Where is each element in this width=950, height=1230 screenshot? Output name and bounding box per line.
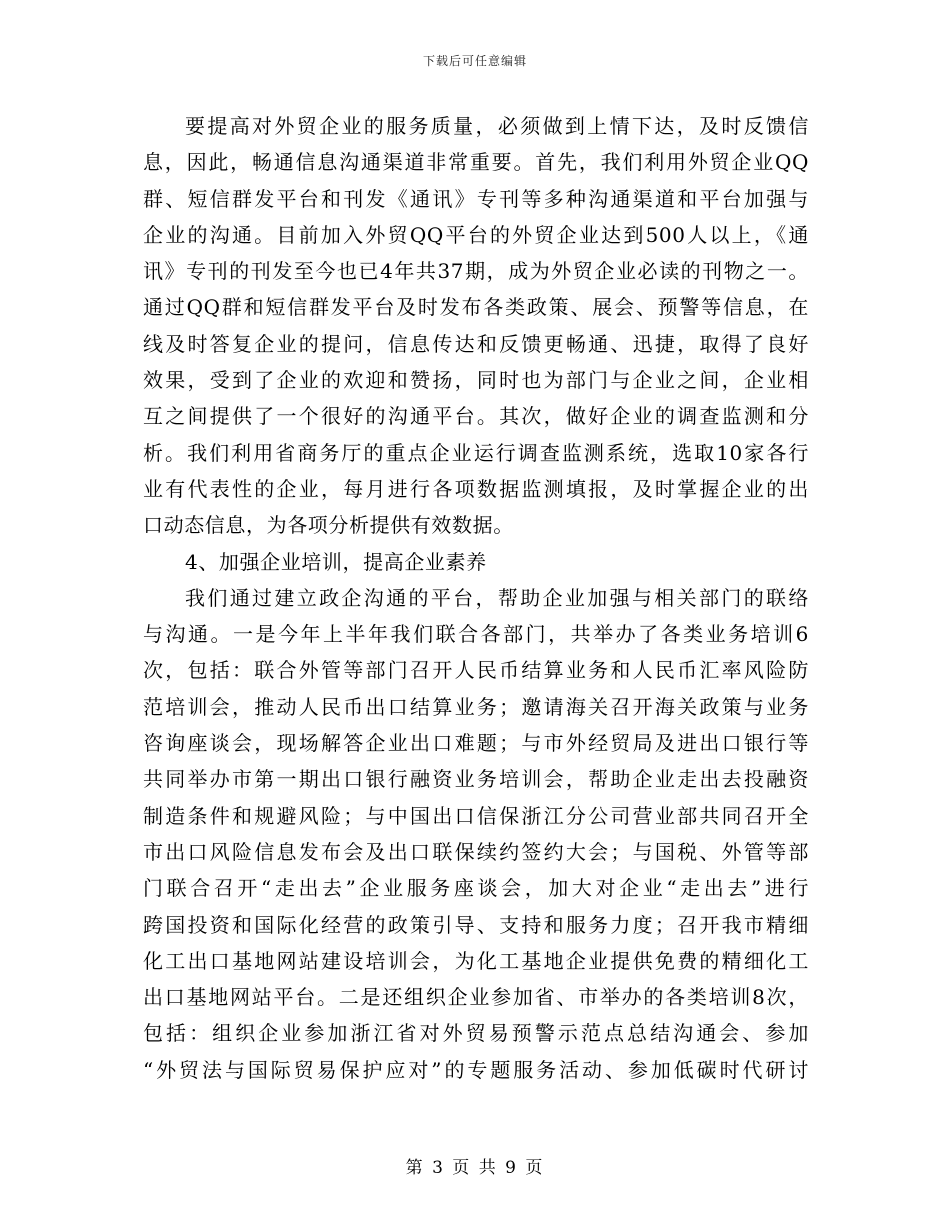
text-line: “外贸法与国际贸易保护应对”的专题服务活动、参加低碳时代研讨: [143, 1057, 809, 1082]
text-line: 要提高对外贸企业的服务质量，必须做到上情下达，及时反馈信: [185, 114, 809, 138]
text-line: 与沟通。一是今年上半年我们联合各部门，共举办了各类业务培训6: [143, 622, 809, 647]
text-line: 息，因此，畅通信息沟通渠道非常重要。首先，我们利用外贸企业QQ: [143, 150, 809, 175]
text-line: 门联合召开“走出去”企业服务座谈会，加大对企业“走出去”进行: [143, 876, 809, 901]
document-body: [143, 108, 809, 1088]
text-line: 咨询座谈会，现场解答企业出口难题；与市外经贸局及进出口银行等: [143, 731, 809, 756]
text-line: 群、短信群发平台和刊发《通讯》专刊等多种沟通渠道和平台加强与: [143, 186, 809, 211]
text-line: 市出口风险信息发布会及出口联保续约签约大会；与国税、外管等部: [143, 839, 809, 864]
text-line: 线及时答复企业的提问，信息传达和反馈更畅通、迅捷，取得了良好: [143, 331, 809, 356]
text-line: 制造条件和规避风险；与中国出口信保浙江分公司营业部共同召开全: [143, 803, 809, 828]
text-line: 企业的沟通。目前加入外贸QQ平台的外贸企业达到500人以上，《通: [143, 222, 809, 247]
text-line: 次，包括：联合外管等部门召开人民币结算业务和人民币汇率风险防: [143, 658, 809, 683]
text-line: 通过QQ群和短信群发平台及时发布各类政策、展会、预警等信息，在: [143, 295, 809, 320]
page-footer: 第 3 页 共 9 页: [405, 1158, 545, 1178]
text-line: 跨国投资和国际化经营的政策引导、支持和服务力度；召开我市精细: [143, 912, 809, 937]
text-line: 共同举办市第一期出口银行融资业务培训会，帮助企业走出去投融资: [143, 767, 809, 792]
text-line: 范培训会，推动人民币出口结算业务；邀请海关召开海关政策与业务: [143, 694, 809, 719]
page-header: 下载后可任意编辑: [422, 54, 527, 68]
text-line: 析。我们利用省商务厅的重点企业运行调查监测系统，选取10家各行: [143, 440, 809, 465]
text-line: 我们通过建立政企沟通的平台，帮助企业加强与相关部门的联络: [185, 585, 809, 610]
text-line: 讯》专刊的刊发至今也已4年共37期，成为外贸企业必读的刊物之一。: [143, 259, 809, 284]
text-line: 化工出口基地网站建设培训会，为化工基地企业提供免费的精细化工: [143, 948, 809, 973]
text-line: 业有代表性的企业，每月进行各项数据监测填报，及时掌握企业的出: [143, 476, 809, 501]
text-line: 效果，受到了企业的欢迎和赞扬，同时也为部门与企业之间，企业相: [143, 368, 809, 393]
text-line: 包括：组织企业参加浙江省对外贸易预警示范点总结沟通会、参加: [143, 1021, 809, 1046]
text-line: 口动态信息，为各项分析提供有效数据。: [143, 513, 514, 538]
text-line: 出口基地网站平台。二是还组织企业参加省、市举办的各类培训8次，: [143, 985, 809, 1010]
text-line: 4、加强企业培训，提高企业素养: [185, 549, 487, 574]
text-line: 互之间提供了一个很好的沟通平台。其次，做好企业的调查监测和分: [143, 404, 809, 429]
